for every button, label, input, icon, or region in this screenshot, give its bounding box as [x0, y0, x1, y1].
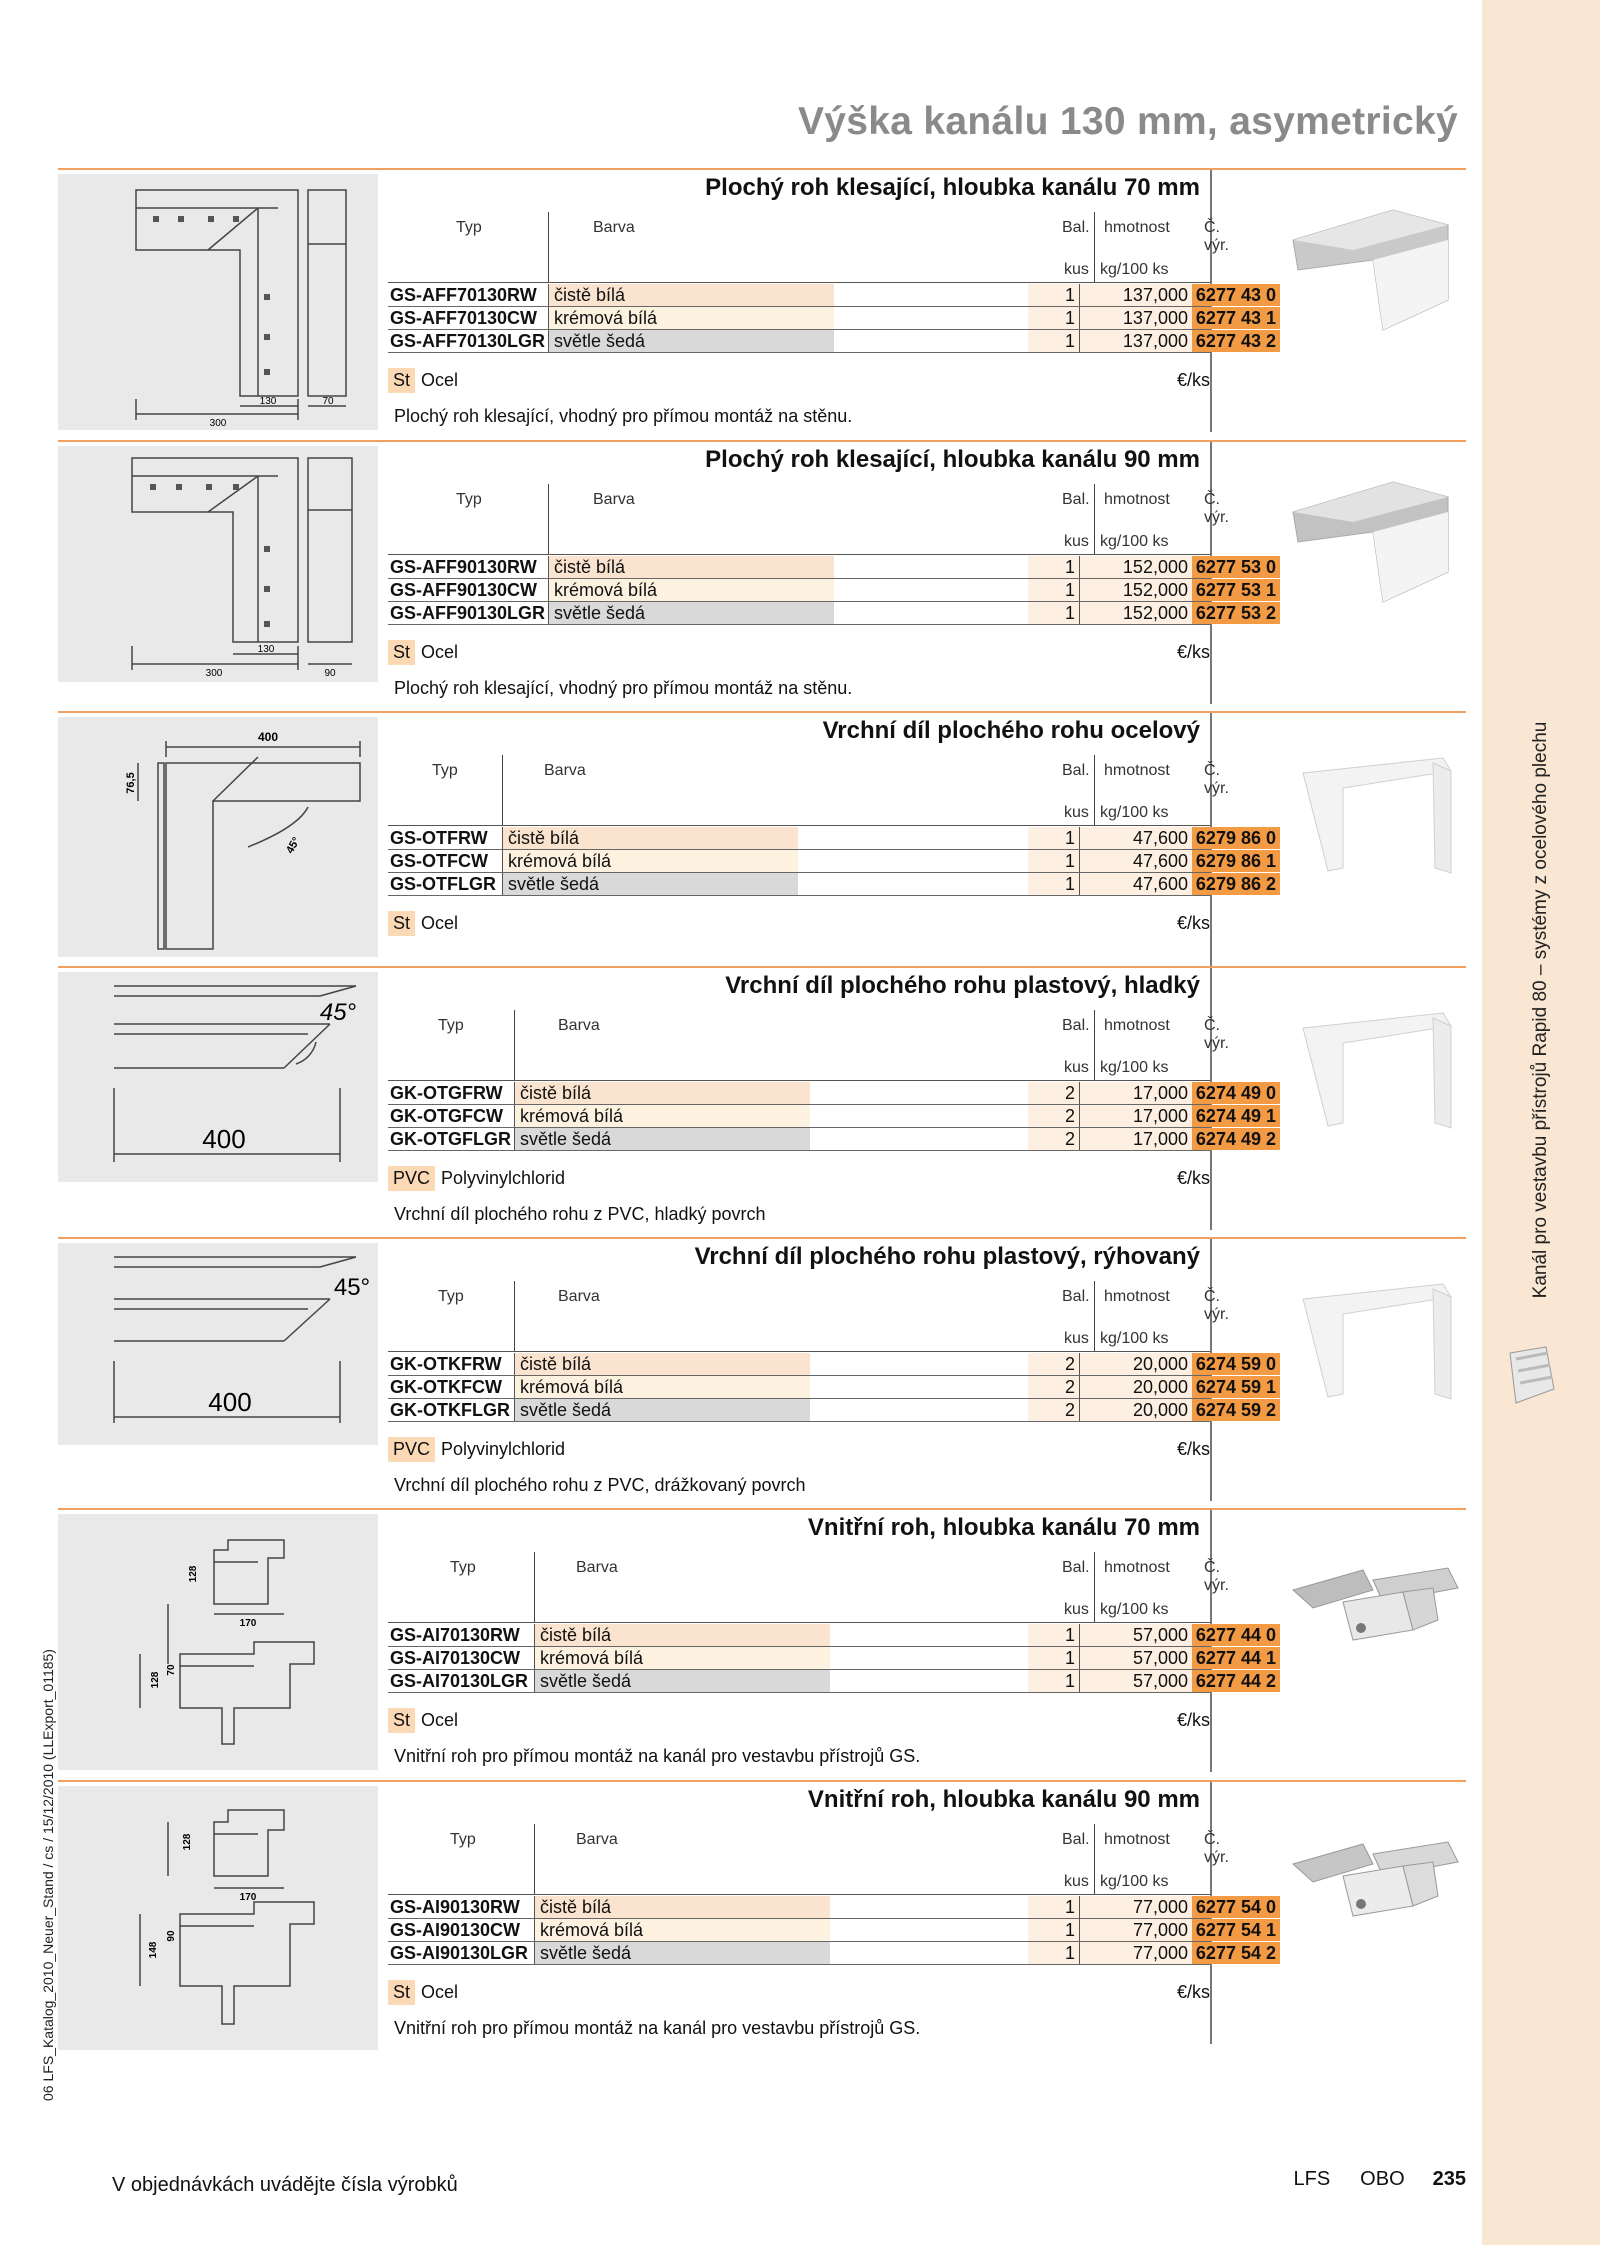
article-number: 6277 54 1 — [1192, 1919, 1280, 1941]
dim-label: 170 — [239, 1892, 257, 1903]
product-rows — [388, 1896, 1276, 1965]
dim-label: 70 — [166, 1664, 177, 1676]
table-row — [388, 1919, 1276, 1942]
dim-label: 45° — [319, 999, 357, 1026]
material-code: St — [388, 368, 415, 393]
color-name: světle šedá — [534, 1942, 830, 1964]
col-header-cvyr: Č. výr. — [1204, 1017, 1229, 1052]
dim-label: 45° — [284, 835, 303, 856]
col-header-typ: Typ — [456, 491, 482, 508]
col-header-barva: Barva — [558, 1288, 600, 1305]
col-header-kg: kg/100 ks — [1100, 1330, 1169, 1347]
color-name: krémová bílá — [514, 1105, 810, 1127]
pack-qty: 1 — [1028, 284, 1080, 306]
weight: 77,000 — [1080, 1919, 1192, 1941]
product-section — [58, 440, 1466, 704]
dim-label: 76,5 — [125, 772, 137, 794]
weight: 57,000 — [1080, 1670, 1192, 1692]
col-header-kg: kg/100 ks — [1100, 533, 1169, 550]
product-section — [58, 1508, 1466, 1772]
product-title: Plochý roh klesající, hloubka kanálu 90 mm — [705, 446, 1200, 473]
table-row — [388, 1399, 1276, 1422]
product-content — [388, 713, 1276, 967]
col-header-bal: Bal. — [1062, 1831, 1090, 1848]
table-row — [388, 1624, 1276, 1647]
material-code: St — [388, 911, 415, 936]
col-header-hmotnost: hmotnost — [1104, 219, 1170, 236]
article-number: 6277 44 2 — [1192, 1670, 1280, 1692]
product-rows — [388, 556, 1276, 625]
col-header-kg: kg/100 ks — [1100, 1873, 1169, 1890]
table-header — [388, 1010, 1229, 1081]
type-code: GK-OTKFRW — [390, 1354, 502, 1374]
weight: 137,000 — [1080, 330, 1192, 352]
dim-label: 400 — [202, 1124, 246, 1154]
product-photo — [1273, 190, 1473, 340]
col-header-kus: kus — [1064, 804, 1089, 821]
pack-qty: 1 — [1028, 1919, 1080, 1941]
color-name: čistě bílá — [548, 556, 834, 578]
col-header-hmotnost: hmotnost — [1104, 1559, 1170, 1576]
product-content — [388, 968, 1276, 1230]
weight: 77,000 — [1080, 1942, 1192, 1964]
table-header — [388, 1552, 1229, 1623]
pack-qty: 1 — [1028, 307, 1080, 329]
article-number: 6279 86 0 — [1192, 827, 1280, 849]
technical-drawing — [58, 1786, 378, 2050]
article-number: 6274 49 1 — [1192, 1105, 1280, 1127]
type-code: GK-OTGFLGR — [390, 1129, 511, 1149]
col-header-cvyr: Č. výr. — [1204, 219, 1229, 254]
product-photo — [1273, 1259, 1473, 1409]
material-name: Ocel — [421, 1710, 459, 1730]
col-header-barva: Barva — [544, 762, 586, 779]
product-description: Plochý roh klesající, vhodný pro přímou montáž na stěnu. — [394, 406, 853, 426]
pack-qty: 2 — [1028, 1128, 1080, 1150]
weight: 137,000 — [1080, 284, 1192, 306]
dim-label: 128 — [150, 1671, 161, 1689]
product-rows — [388, 1624, 1276, 1693]
pack-qty: 1 — [1028, 330, 1080, 352]
material — [388, 1708, 458, 1733]
col-header-cvyr: Č. výr. — [1204, 1559, 1229, 1594]
color-name: světle šedá — [534, 1670, 830, 1692]
dim-label: 400 — [208, 1387, 252, 1417]
price-unit: €/ks — [1176, 642, 1210, 662]
col-header-cvyr: Č. výr. — [1204, 1288, 1229, 1323]
material-code: St — [388, 1980, 415, 2005]
product-section — [58, 1780, 1466, 2044]
type-code: GS-AFF90130RW — [390, 557, 537, 577]
weight: 152,000 — [1080, 579, 1192, 601]
dim-label: 148 — [148, 1941, 159, 1959]
article-number: 6277 44 0 — [1192, 1624, 1280, 1646]
material-name: Ocel — [421, 642, 459, 662]
pack-qty: 2 — [1028, 1399, 1080, 1421]
material-name: Ocel — [421, 913, 459, 933]
color-name: krémová bílá — [534, 1647, 830, 1669]
weight: 152,000 — [1080, 556, 1192, 578]
price-unit: €/ks — [1176, 1982, 1210, 2002]
table-header — [388, 212, 1229, 283]
price-unit: €/ks — [1176, 370, 1210, 390]
dim-label: 90 — [166, 1930, 177, 1942]
dim-label: 300 — [205, 668, 223, 679]
col-header-bal: Bal. — [1062, 1288, 1090, 1305]
table-header — [388, 1281, 1229, 1352]
material — [388, 1166, 565, 1191]
product-rows — [388, 827, 1276, 896]
weight: 47,600 — [1080, 873, 1192, 895]
table-row — [388, 827, 1276, 850]
col-header-cvyr: Č. výr. — [1204, 491, 1229, 526]
product-photo — [1273, 462, 1473, 612]
type-code: GS-AFF70130CW — [390, 308, 538, 328]
col-header-barva: Barva — [558, 1017, 600, 1034]
col-header-typ: Typ — [456, 219, 482, 236]
technical-drawing — [58, 717, 378, 957]
product-title: Vrchní díl plochého rohu plastový, hladký — [725, 972, 1200, 999]
col-header-cvyr: Č. výr. — [1204, 1831, 1229, 1866]
type-code: GS-AI90130CW — [390, 1920, 521, 1940]
col-header-kus: kus — [1064, 261, 1089, 278]
color-name: krémová bílá — [502, 850, 798, 872]
technical-drawing — [58, 1243, 378, 1445]
product-content — [388, 1239, 1276, 1501]
product-title: Plochý roh klesající, hloubka kanálu 70 mm — [705, 174, 1200, 201]
pack-qty: 2 — [1028, 1082, 1080, 1104]
color-name: krémová bílá — [514, 1376, 810, 1398]
weight: 17,000 — [1080, 1128, 1192, 1150]
color-name: čistě bílá — [502, 827, 798, 849]
product-description: Plochý roh klesající, vhodný pro přímou montáž na stěnu. — [394, 678, 853, 698]
col-header-barva: Barva — [593, 219, 635, 236]
dim-label: 400 — [257, 730, 279, 744]
type-code: GK-OTGFRW — [390, 1083, 503, 1103]
product-photo — [1273, 988, 1473, 1138]
weight: 57,000 — [1080, 1647, 1192, 1669]
pack-qty: 1 — [1028, 556, 1080, 578]
product-description: Vrchní díl plochého rohu z PVC, drážkovaný povrch — [394, 1475, 806, 1495]
material-name: Polyvinylchlorid — [441, 1439, 566, 1459]
type-code: GS-AI70130RW — [390, 1625, 520, 1645]
col-header-kg: kg/100 ks — [1100, 261, 1169, 278]
col-header-typ: Typ — [438, 1288, 464, 1305]
pack-qty: 1 — [1028, 1624, 1080, 1646]
table-row — [388, 284, 1276, 307]
material — [388, 640, 458, 665]
product-section — [58, 168, 1466, 432]
table-row — [388, 579, 1276, 602]
product-photo — [1273, 1802, 1473, 1952]
pack-qty: 1 — [1028, 1670, 1080, 1692]
color-name: čistě bílá — [514, 1353, 810, 1375]
product-content — [388, 1782, 1276, 2044]
material — [388, 1437, 565, 1462]
product-section — [58, 711, 1466, 967]
product-title: Vrchní díl plochého rohu ocelový — [822, 717, 1200, 744]
pack-qty: 1 — [1028, 873, 1080, 895]
article-number: 6274 49 2 — [1192, 1128, 1280, 1150]
col-header-bal: Bal. — [1062, 491, 1090, 508]
product-content — [388, 442, 1276, 704]
article-number: 6274 59 1 — [1192, 1376, 1280, 1398]
table-row — [388, 1942, 1276, 1965]
dim-label: 130 — [259, 396, 277, 407]
table-row — [388, 1376, 1276, 1399]
col-header-kus: kus — [1064, 1873, 1089, 1890]
table-row — [388, 1353, 1276, 1376]
product-title: Vrchní díl plochého rohu plastový, rýhovaný — [694, 1243, 1200, 1270]
weight: 47,600 — [1080, 827, 1192, 849]
color-name: světle šedá — [548, 330, 834, 352]
type-code: GS-AFF70130LGR — [390, 331, 546, 351]
col-header-kus: kus — [1064, 1059, 1089, 1076]
table-header — [388, 1824, 1229, 1895]
col-header-kus: kus — [1064, 533, 1089, 550]
color-name: čistě bílá — [514, 1082, 810, 1104]
article-number: 6277 53 2 — [1192, 602, 1280, 624]
type-code: GK-OTKFLGR — [390, 1400, 510, 1420]
table-row — [388, 602, 1276, 625]
material — [388, 911, 458, 936]
dim-label: 300 — [209, 418, 227, 429]
pack-qty: 2 — [1028, 1105, 1080, 1127]
article-number: 6277 53 1 — [1192, 579, 1280, 601]
pack-qty: 1 — [1028, 579, 1080, 601]
table-row — [388, 307, 1276, 330]
article-number: 6277 53 0 — [1192, 556, 1280, 578]
table-row — [388, 1128, 1276, 1151]
dim-label: 128 — [182, 1833, 193, 1851]
dim-label: 128 — [188, 1565, 199, 1583]
material — [388, 1980, 458, 2005]
product-description: Vnitřní roh pro přímou montáž na kanál pro vestavbu přístrojů GS. — [394, 1746, 921, 1766]
col-header-typ: Typ — [450, 1559, 476, 1576]
material — [388, 368, 458, 393]
color-name: čistě bílá — [534, 1896, 830, 1918]
type-code: GS-AI70130LGR — [390, 1671, 529, 1691]
product-title: Vnitřní roh, hloubka kanálu 70 mm — [807, 1514, 1200, 1541]
pack-qty: 1 — [1028, 827, 1080, 849]
col-header-barva: Barva — [593, 491, 635, 508]
catalog-reference: 06 LFS_Katalog_2010_Neuer_Stand / cs / 15/12/2010 (LLExport_01185) — [40, 1649, 56, 2101]
type-code: GS-OTFCW — [390, 851, 488, 871]
dim-label: 45° — [333, 1274, 371, 1301]
product-content — [388, 1510, 1276, 1772]
dim-label: 130 — [257, 644, 275, 655]
weight: 20,000 — [1080, 1353, 1192, 1375]
type-code: GS-AFF70130RW — [390, 285, 537, 305]
col-header-kg: kg/100 ks — [1100, 1601, 1169, 1618]
product-content — [388, 170, 1276, 432]
color-name: světle šedá — [548, 602, 834, 624]
table-row — [388, 1896, 1276, 1919]
table-row — [388, 873, 1276, 896]
material-name: Polyvinylchlorid — [441, 1168, 566, 1188]
weight: 17,000 — [1080, 1082, 1192, 1104]
pack-qty: 1 — [1028, 1942, 1080, 1964]
color-name: světle šedá — [514, 1399, 810, 1421]
article-number: 6279 86 2 — [1192, 873, 1280, 895]
color-name: krémová bílá — [534, 1919, 830, 1941]
color-name: světle šedá — [514, 1128, 810, 1150]
page-number: 235 — [1432, 2168, 1466, 2190]
price-unit: €/ks — [1176, 913, 1210, 933]
type-code: GK-OTKFCW — [390, 1377, 502, 1397]
col-header-typ: Typ — [432, 762, 458, 779]
brand-obo: OBO — [1360, 2168, 1405, 2190]
weight: 137,000 — [1080, 307, 1192, 329]
col-header-cvyr: Č. výr. — [1204, 762, 1229, 797]
page-title: Výška kanálu 130 mm, asymetrický — [797, 100, 1458, 143]
col-header-typ: Typ — [450, 1831, 476, 1848]
article-number: 6277 44 1 — [1192, 1647, 1280, 1669]
material-name: Ocel — [421, 1982, 459, 2002]
weight: 152,000 — [1080, 602, 1192, 624]
article-number: 6274 49 0 — [1192, 1082, 1280, 1104]
pack-qty: 1 — [1028, 1896, 1080, 1918]
col-header-bal: Bal. — [1062, 1559, 1090, 1576]
article-number: 6277 54 2 — [1192, 1942, 1280, 1964]
color-name: čistě bílá — [534, 1624, 830, 1646]
col-header-hmotnost: hmotnost — [1104, 1017, 1170, 1034]
product-photo — [1273, 1530, 1473, 1680]
product-rows — [388, 1082, 1276, 1151]
col-header-typ: Typ — [438, 1017, 464, 1034]
technical-drawing — [58, 972, 378, 1182]
table-header — [388, 484, 1229, 555]
type-code: GS-AI90130LGR — [390, 1943, 529, 1963]
type-code: GS-AFF90130CW — [390, 580, 538, 600]
technical-drawing — [58, 1514, 378, 1770]
type-code: GS-AI70130CW — [390, 1648, 521, 1668]
pack-qty: 2 — [1028, 1376, 1080, 1398]
article-number: 6277 43 1 — [1192, 307, 1280, 329]
col-header-kus: kus — [1064, 1601, 1089, 1618]
dim-label: 90 — [324, 668, 336, 679]
col-header-kus: kus — [1064, 1330, 1089, 1347]
footer-brand — [1293, 2168, 1466, 2191]
weight: 20,000 — [1080, 1399, 1192, 1421]
weight: 57,000 — [1080, 1624, 1192, 1646]
table-row — [388, 556, 1276, 579]
product-title: Vnitřní roh, hloubka kanálu 90 mm — [807, 1786, 1200, 1813]
dim-label: 170 — [239, 1618, 257, 1629]
color-name: světle šedá — [502, 873, 798, 895]
pack-qty: 1 — [1028, 1647, 1080, 1669]
col-header-bal: Bal. — [1062, 762, 1090, 779]
price-unit: €/ks — [1176, 1439, 1210, 1459]
table-row — [388, 850, 1276, 873]
weight: 20,000 — [1080, 1376, 1192, 1398]
article-number: 6277 43 2 — [1192, 330, 1280, 352]
channel-icon — [1506, 1345, 1558, 1407]
weight: 17,000 — [1080, 1105, 1192, 1127]
type-code: GS-OTFLGR — [390, 874, 496, 894]
pack-qty: 1 — [1028, 850, 1080, 872]
col-header-bal: Bal. — [1062, 219, 1090, 236]
table-row — [388, 1670, 1276, 1693]
col-header-barva: Barva — [576, 1559, 618, 1576]
side-label: Kanál pro vestavbu přístrojů Rapid 80 – systémy z ocelového plechu — [1530, 721, 1551, 1299]
material-code: St — [388, 640, 415, 665]
type-code: GK-OTGFCW — [390, 1106, 503, 1126]
type-code: GS-AFF90130LGR — [390, 603, 546, 623]
material-code: PVC — [388, 1166, 435, 1191]
dim-label: 70 — [322, 396, 334, 407]
color-name: krémová bílá — [548, 307, 834, 329]
pack-qty: 2 — [1028, 1353, 1080, 1375]
table-row — [388, 330, 1276, 353]
color-name: čistě bílá — [548, 284, 834, 306]
pack-qty: 1 — [1028, 602, 1080, 624]
brand-lfs: LFS — [1293, 2168, 1331, 2190]
technical-drawing — [58, 446, 378, 682]
product-photo — [1273, 733, 1473, 883]
weight: 77,000 — [1080, 1896, 1192, 1918]
weight: 47,600 — [1080, 850, 1192, 872]
table-row — [388, 1105, 1276, 1128]
product-description: Vrchní díl plochého rohu z PVC, hladký povrch — [394, 1204, 766, 1224]
article-number: 6277 43 0 — [1192, 284, 1280, 306]
col-header-hmotnost: hmotnost — [1104, 1831, 1170, 1848]
color-name: krémová bílá — [548, 579, 834, 601]
col-header-kg: kg/100 ks — [1100, 1059, 1169, 1076]
material-name: Ocel — [421, 370, 459, 390]
price-unit: €/ks — [1176, 1168, 1210, 1188]
type-code: GS-OTFRW — [390, 828, 488, 848]
col-header-barva: Barva — [576, 1831, 618, 1848]
col-header-hmotnost: hmotnost — [1104, 1288, 1170, 1305]
article-number: 6277 54 0 — [1192, 1896, 1280, 1918]
table-row — [388, 1082, 1276, 1105]
article-number: 6279 86 1 — [1192, 850, 1280, 872]
article-number: 6274 59 2 — [1192, 1399, 1280, 1421]
col-header-bal: Bal. — [1062, 1017, 1090, 1034]
product-description: Vnitřní roh pro přímou montáž na kanál pro vestavbu přístrojů GS. — [394, 2018, 921, 2038]
product-rows — [388, 284, 1276, 353]
product-rows — [388, 1353, 1276, 1422]
product-section — [58, 966, 1466, 1230]
article-number: 6274 59 0 — [1192, 1353, 1280, 1375]
technical-drawing — [58, 174, 378, 430]
col-header-hmotnost: hmotnost — [1104, 762, 1170, 779]
table-header — [388, 755, 1229, 826]
table-row — [388, 1647, 1276, 1670]
footer-note: V objednávkách uvádějte čísla výrobků — [112, 2174, 458, 2196]
product-section — [58, 1237, 1466, 1501]
price-unit: €/ks — [1176, 1710, 1210, 1730]
material-code: PVC — [388, 1437, 435, 1462]
material-code: St — [388, 1708, 415, 1733]
col-header-kg: kg/100 ks — [1100, 804, 1169, 821]
type-code: GS-AI90130RW — [390, 1897, 520, 1917]
col-header-hmotnost: hmotnost — [1104, 491, 1170, 508]
